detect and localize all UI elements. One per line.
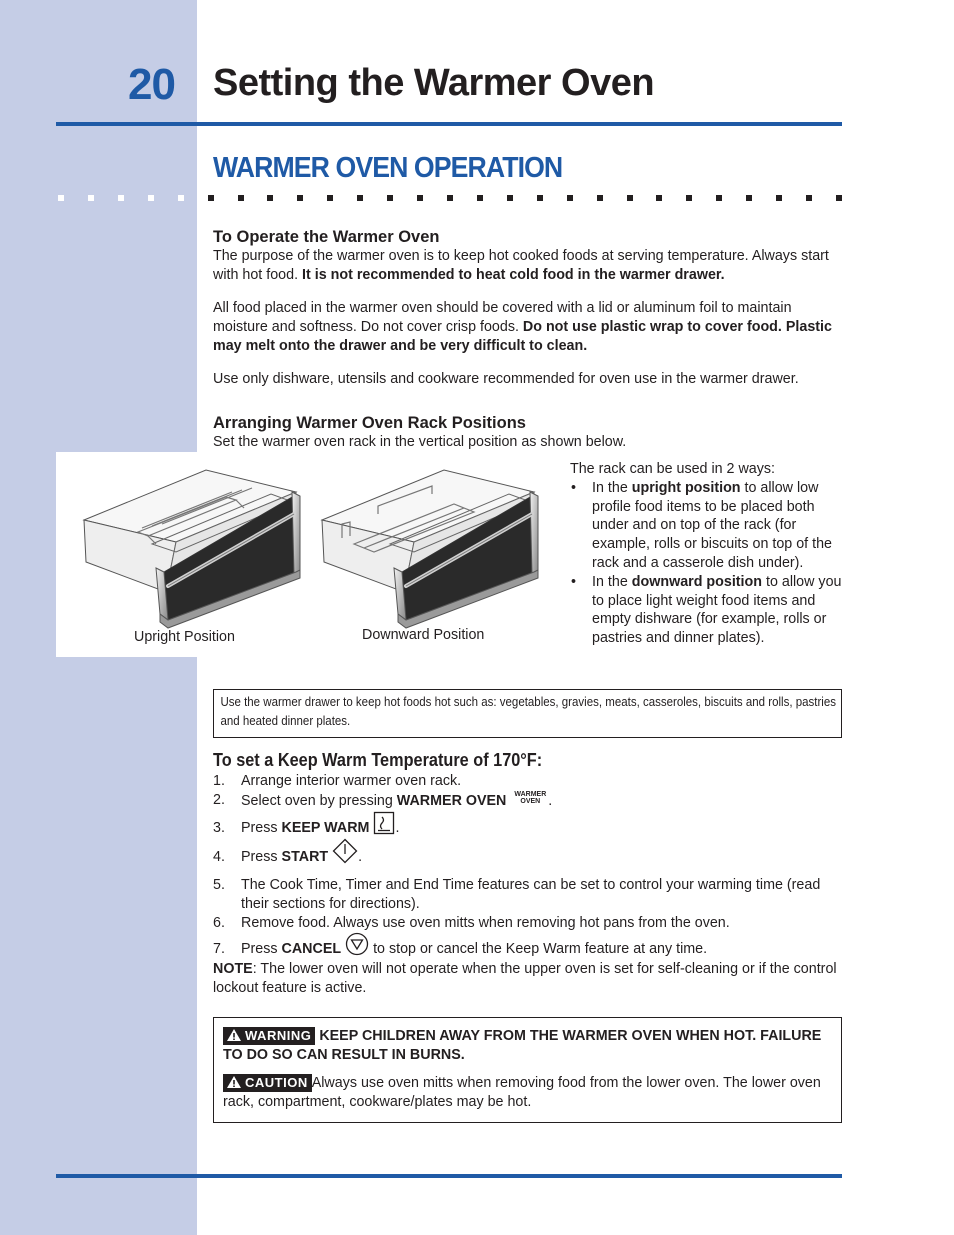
warning-triangle-icon bbox=[226, 1028, 242, 1042]
upright-drawer-illustration bbox=[84, 470, 300, 628]
divider-dot bbox=[477, 195, 483, 201]
section-title: WARMER OVEN OPERATION bbox=[213, 152, 563, 184]
divider-dot bbox=[567, 195, 573, 201]
caption-downward: Downward Position bbox=[362, 627, 485, 643]
divider-dot bbox=[716, 195, 722, 201]
divider-dot bbox=[208, 195, 214, 201]
divider-dot bbox=[447, 195, 453, 201]
arranging-heading: Arranging Warmer Oven Rack Positions bbox=[213, 414, 526, 432]
divider-dot bbox=[387, 195, 393, 201]
divider-dot bbox=[686, 195, 692, 201]
divider-dot bbox=[58, 195, 64, 201]
warmer-use-note-box: Use the warmer drawer to keep hot foods hot such as: vegetables, gravies, meats, casseroles, biscuits and rolls, pastries and heated dinner plates. bbox=[213, 689, 842, 738]
divider-dot bbox=[327, 195, 333, 201]
operate-paragraph-1: The purpose of the warmer oven is to keep hot cooked foods at serving temperature. Always start with hot food. It is not recommended to heat cold food in the warmer drawer. bbox=[213, 248, 829, 283]
drawer-illustrations-image bbox=[56, 452, 561, 657]
operate-paragraph-2: All food placed in the warmer oven should be covered with a lid or aluminum foil to maintain moisture and softness. Do not cover crisp foods. Do not use plastic wrap to cover food. Plastic may melt onto the drawer and be very difficult to clean. bbox=[213, 300, 832, 354]
warning-caution-box bbox=[213, 1017, 842, 1123]
divider-dot bbox=[776, 195, 782, 201]
page-number: 20 bbox=[128, 60, 175, 109]
bullet-upright: • In the upright position to allow low profile food items to be placed both under and on top of the rack (for example, rolls or biscuits on top of the rack and a casserole dish under). bbox=[570, 479, 842, 573]
divider-dot bbox=[178, 195, 184, 201]
dotted-divider bbox=[58, 195, 842, 203]
divider-dot bbox=[88, 195, 94, 201]
arranging-intro: Set the warmer oven rack in the vertical position as shown below. bbox=[213, 434, 627, 450]
page-title: Setting the Warmer Oven bbox=[213, 62, 655, 104]
bullet-downward: • In the downward position to allow you to place light weight food items and empty dishware (for example, rolls or pastries and dinner plates). bbox=[570, 573, 842, 648]
divider-dot bbox=[656, 195, 662, 201]
operate-section bbox=[213, 227, 842, 389]
start-key-icon bbox=[332, 838, 358, 864]
divider-dot bbox=[297, 195, 303, 201]
divider-dot bbox=[627, 195, 633, 201]
caution-badge: CAUTION bbox=[223, 1074, 312, 1092]
downward-drawer-illustration bbox=[322, 470, 538, 628]
divider-dot bbox=[357, 195, 363, 201]
divider-dot bbox=[507, 195, 513, 201]
divider-dot bbox=[537, 195, 543, 201]
rack-usage-list bbox=[570, 460, 842, 648]
caption-upright: Upright Position bbox=[134, 629, 235, 645]
keep-warm-heading: To set a Keep Warm Temperature of 170°F: bbox=[213, 749, 543, 770]
top-rule bbox=[56, 122, 842, 126]
arranging-section bbox=[213, 413, 842, 452]
divider-dot bbox=[118, 195, 124, 201]
divider-dot bbox=[836, 195, 842, 201]
bottom-rule bbox=[56, 1174, 842, 1178]
warmer-oven-key-icon: WARMER OVEN bbox=[514, 791, 547, 805]
divider-dot bbox=[238, 195, 244, 201]
divider-dot bbox=[806, 195, 812, 201]
rack-illustrations bbox=[56, 452, 561, 657]
operate-heading: To Operate the Warmer Oven bbox=[213, 228, 440, 246]
warning-statement: WARNING KEEP CHILDREN AWAY FROM THE WARMER OVEN WHEN HOT. FAILURE TO DO SO CAN RESULT IN BURNS. bbox=[223, 1028, 822, 1063]
divider-dot bbox=[148, 195, 154, 201]
divider-dot bbox=[746, 195, 752, 201]
cancel-key-icon bbox=[345, 932, 369, 956]
divider-dot bbox=[417, 195, 423, 201]
lower-oven-note: NOTE: The lower oven will not operate when the upper oven is set for self-cleaning or if the control lockout feature is active. bbox=[213, 961, 837, 996]
keep-warm-key-icon bbox=[373, 811, 395, 835]
caution-statement: CAUTION Always use oven mitts when removing food from the lower oven. The lower oven rack, compartment, cookware/plates may be hot. bbox=[223, 1075, 821, 1110]
warning-badge: WARNING bbox=[223, 1027, 315, 1045]
rack-usage-intro: The rack can be used in 2 ways: bbox=[570, 461, 776, 477]
note-label: NOTE bbox=[213, 961, 253, 977]
caution-triangle-icon bbox=[226, 1075, 242, 1089]
divider-dot bbox=[597, 195, 603, 201]
operate-paragraph-3: Use only dishware, utensils and cookware recommended for oven use in the warmer drawer. bbox=[213, 371, 799, 387]
divider-dot bbox=[267, 195, 273, 201]
